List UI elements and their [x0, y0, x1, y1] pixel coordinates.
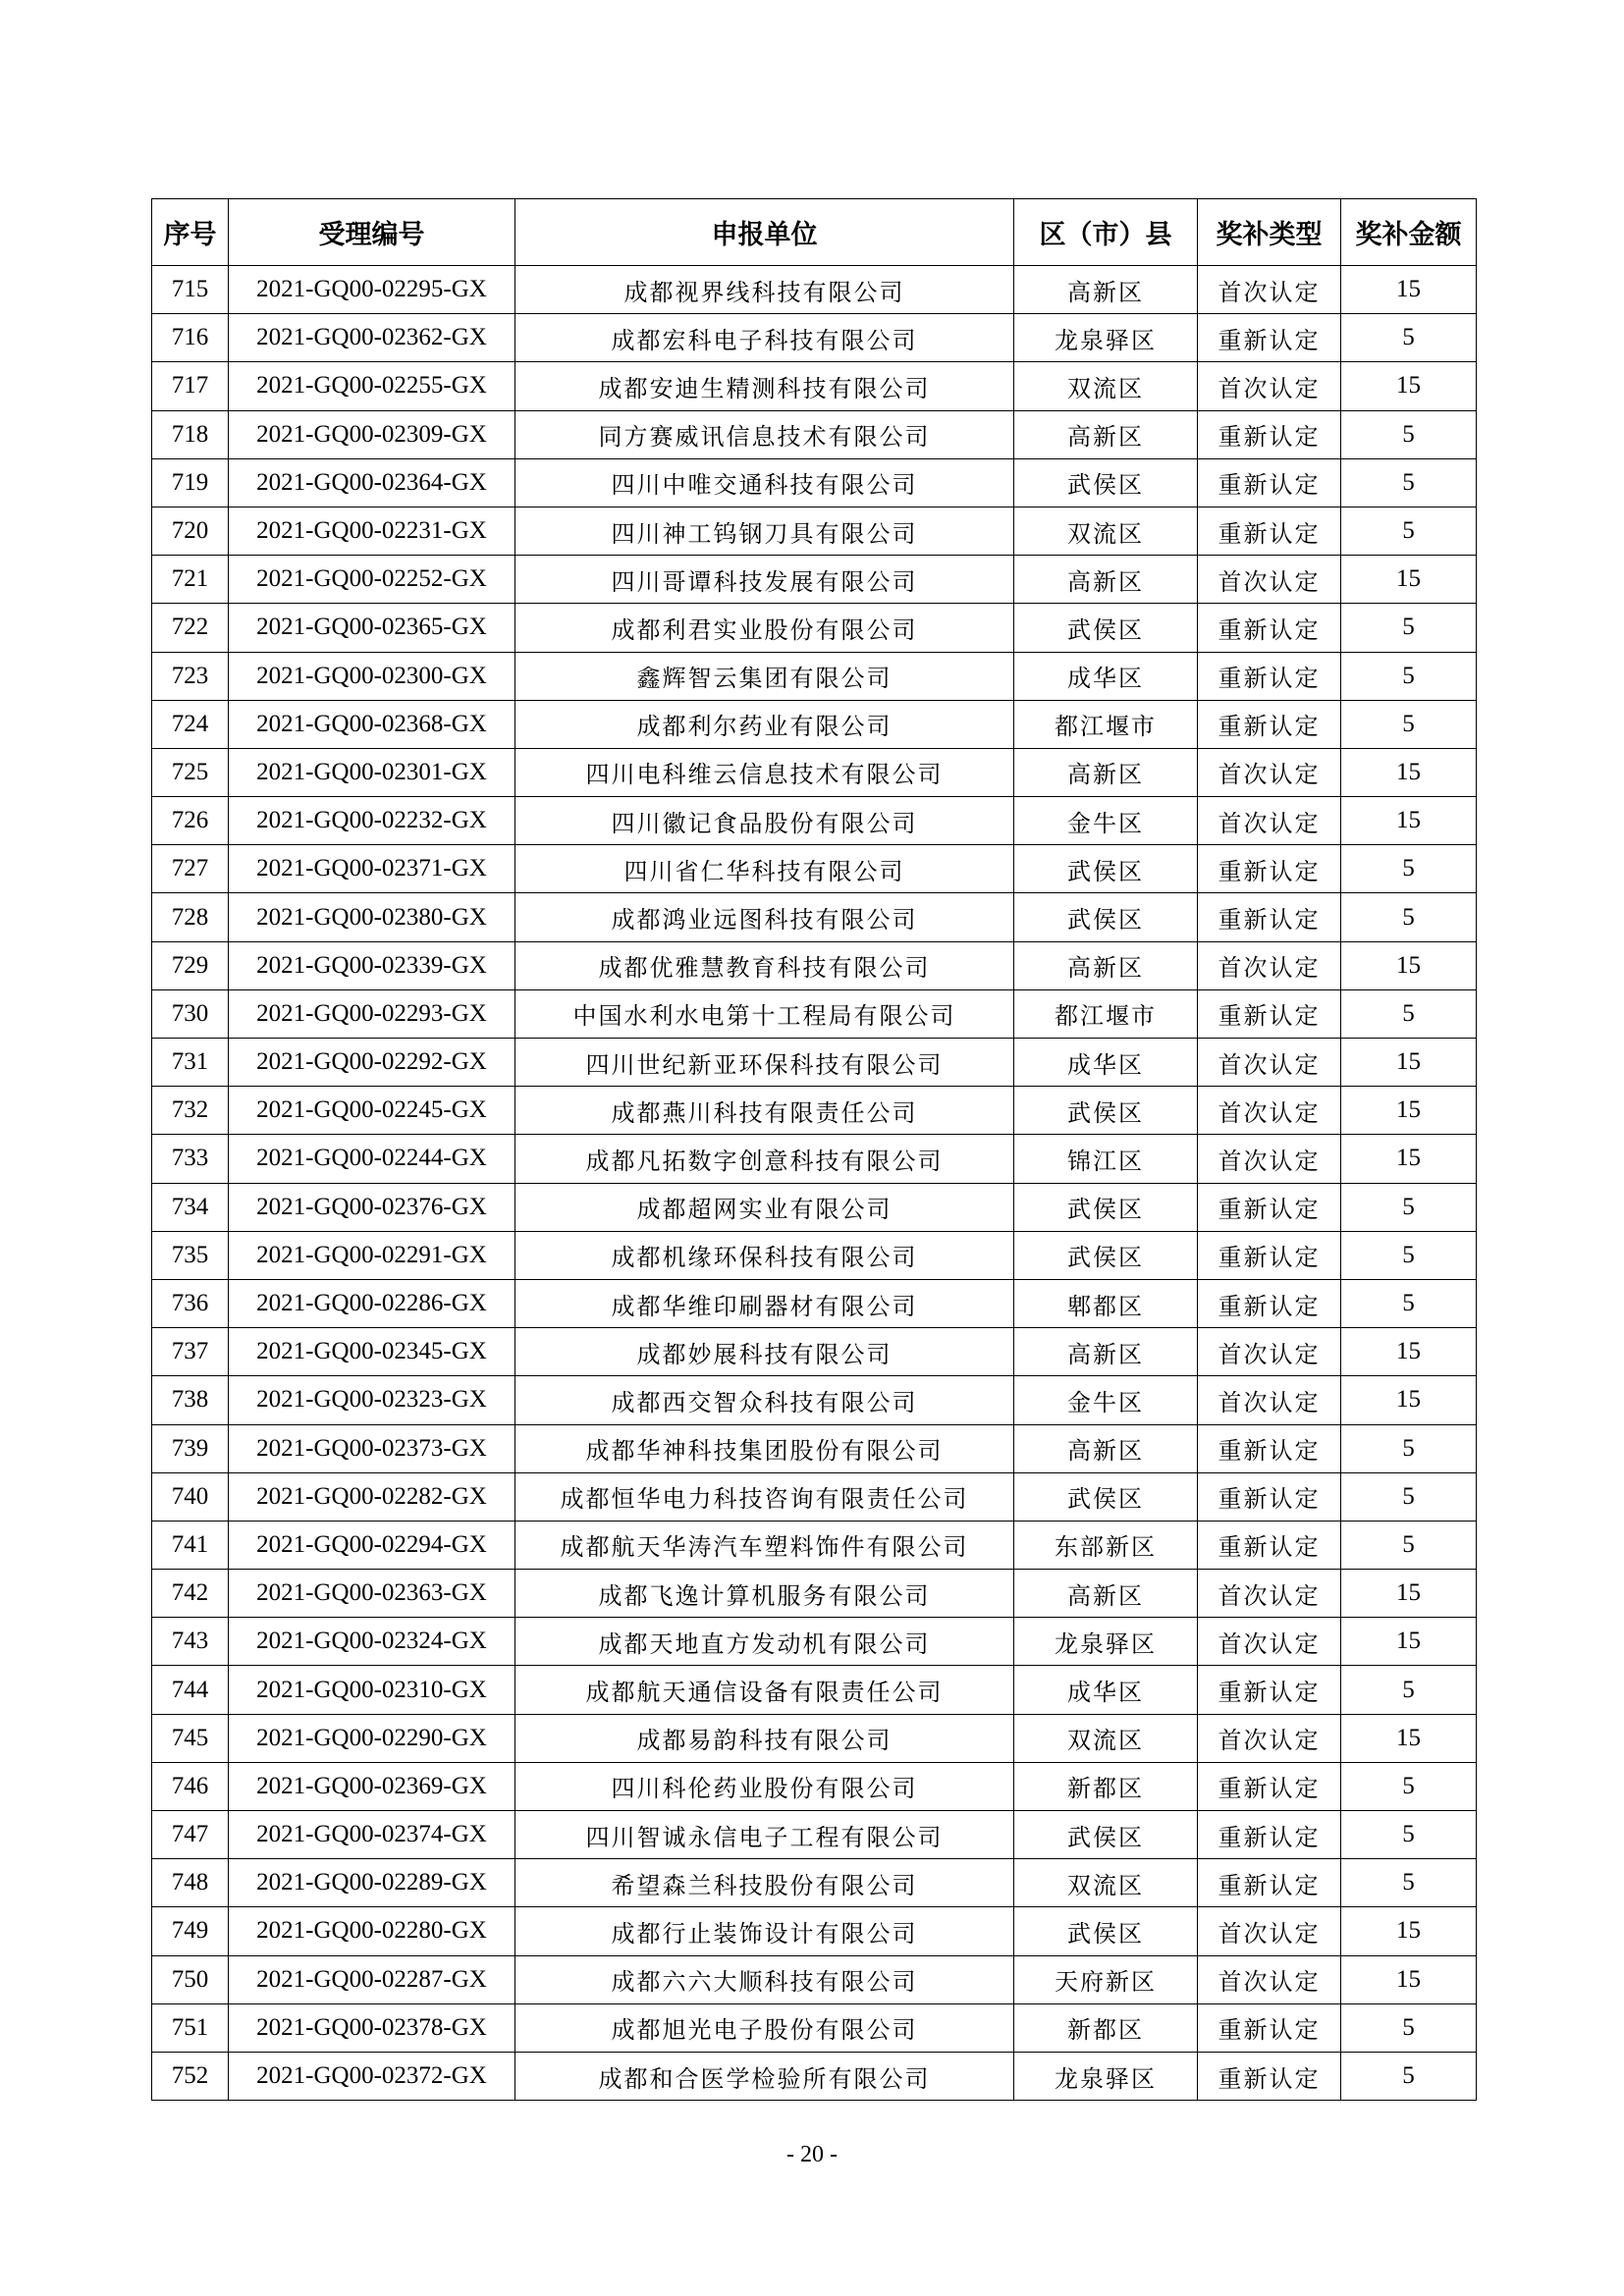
cell-amount: 15: [1341, 1955, 1477, 2003]
table-row: [152, 556, 1477, 604]
cell-amount: 5: [1341, 893, 1477, 941]
cell-amount: 15: [1341, 266, 1477, 314]
table-row: [152, 1859, 1477, 1907]
cell-index: 729: [152, 941, 229, 989]
table-row: [152, 1376, 1477, 1424]
table-row: [152, 1762, 1477, 1810]
cell-index: 716: [152, 314, 229, 362]
cell-type: 重新认定: [1198, 700, 1341, 748]
cell-unit: 四川世纪新亚环保科技有限公司: [515, 1039, 1014, 1087]
cell-district: 武侯区: [1014, 458, 1198, 507]
cell-code: 2021-GQ00-02289-GX: [229, 1859, 515, 1907]
cell-unit: 四川中唯交通科技有限公司: [515, 458, 1014, 507]
page-number: - 20 -: [786, 2142, 838, 2167]
table-row: [152, 652, 1477, 700]
cell-type: 重新认定: [1198, 1231, 1341, 1279]
cell-code: 2021-GQ00-02323-GX: [229, 1376, 515, 1424]
cell-type: 首次认定: [1198, 1039, 1341, 1087]
table-row: [152, 1135, 1477, 1183]
table-row: [152, 362, 1477, 410]
cell-amount: 15: [1341, 1039, 1477, 1087]
cell-amount: 15: [1341, 941, 1477, 989]
cell-unit: 成都和合医学检验所有限公司: [515, 2052, 1014, 2100]
cell-unit: 成都妙展科技有限公司: [515, 1328, 1014, 1376]
cell-district: 新都区: [1014, 2003, 1198, 2052]
cell-district: 新都区: [1014, 1762, 1198, 1810]
cell-code: 2021-GQ00-02372-GX: [229, 2052, 515, 2100]
cell-code: 2021-GQ00-02291-GX: [229, 1231, 515, 1279]
header-type: 奖补类型: [1198, 199, 1341, 266]
cell-type: 重新认定: [1198, 2003, 1341, 2052]
cell-amount: 5: [1341, 314, 1477, 362]
cell-unit: 成都飞逸计算机服务有限公司: [515, 1570, 1014, 1618]
cell-type: 首次认定: [1198, 1618, 1341, 1666]
cell-index: 738: [152, 1376, 229, 1424]
cell-district: 双流区: [1014, 507, 1198, 555]
cell-unit: 成都恒华电力科技咨询有限责任公司: [515, 1472, 1014, 1521]
cell-unit: 成都易韵科技有限公司: [515, 1714, 1014, 1762]
cell-unit: 四川省仁华科技有限公司: [515, 845, 1014, 893]
table-row: [152, 1570, 1477, 1618]
cell-unit: 成都机缘环保科技有限公司: [515, 1231, 1014, 1279]
cell-index: 739: [152, 1424, 229, 1472]
cell-type: 重新认定: [1198, 1183, 1341, 1231]
cell-type: 重新认定: [1198, 1762, 1341, 1810]
cell-amount: 15: [1341, 1376, 1477, 1424]
cell-type: 首次认定: [1198, 266, 1341, 314]
cell-amount: 15: [1341, 1618, 1477, 1666]
table-row: [152, 1087, 1477, 1135]
cell-code: 2021-GQ00-02339-GX: [229, 941, 515, 989]
cell-unit: 成都燕川科技有限责任公司: [515, 1087, 1014, 1135]
cell-type: 首次认定: [1198, 1714, 1341, 1762]
cell-amount: 15: [1341, 1714, 1477, 1762]
cell-district: 高新区: [1014, 1570, 1198, 1618]
cell-type: 重新认定: [1198, 893, 1341, 941]
cell-district: 锦江区: [1014, 1135, 1198, 1183]
cell-district: 武侯区: [1014, 1472, 1198, 1521]
cell-index: 742: [152, 1570, 229, 1618]
cell-type: 首次认定: [1198, 362, 1341, 410]
cell-code: 2021-GQ00-02255-GX: [229, 362, 515, 410]
table-row: [152, 1811, 1477, 1859]
cell-unit: 中国水利水电第十工程局有限公司: [515, 989, 1014, 1038]
cell-index: 728: [152, 893, 229, 941]
cell-unit: 成都西交智众科技有限公司: [515, 1376, 1014, 1424]
cell-code: 2021-GQ00-02244-GX: [229, 1135, 515, 1183]
cell-code: 2021-GQ00-02363-GX: [229, 1570, 515, 1618]
cell-district: 武侯区: [1014, 604, 1198, 652]
cell-type: 重新认定: [1198, 507, 1341, 555]
table-row: [152, 1231, 1477, 1279]
cell-code: 2021-GQ00-02309-GX: [229, 410, 515, 458]
cell-unit: 四川电科维云信息技术有限公司: [515, 748, 1014, 796]
cell-amount: 5: [1341, 2052, 1477, 2100]
cell-type: 重新认定: [1198, 652, 1341, 700]
cell-amount: 15: [1341, 797, 1477, 845]
cell-district: 武侯区: [1014, 1811, 1198, 1859]
cell-district: 东部新区: [1014, 1521, 1198, 1569]
table-row: [152, 700, 1477, 748]
cell-unit: 成都华维印刷器材有限公司: [515, 1279, 1014, 1327]
cell-code: 2021-GQ00-02295-GX: [229, 266, 515, 314]
header-unit: 申报单位: [515, 199, 1014, 266]
cell-index: 735: [152, 1231, 229, 1279]
cell-district: 双流区: [1014, 362, 1198, 410]
cell-amount: 15: [1341, 1087, 1477, 1135]
cell-type: 重新认定: [1198, 458, 1341, 507]
cell-index: 731: [152, 1039, 229, 1087]
cell-code: 2021-GQ00-02373-GX: [229, 1424, 515, 1472]
table-row: [152, 410, 1477, 458]
cell-unit: 成都优雅慧教育科技有限公司: [515, 941, 1014, 989]
cell-district: 金牛区: [1014, 797, 1198, 845]
cell-district: 武侯区: [1014, 1907, 1198, 1955]
cell-district: 成华区: [1014, 1666, 1198, 1714]
cell-type: 重新认定: [1198, 1666, 1341, 1714]
cell-district: 龙泉驿区: [1014, 1618, 1198, 1666]
cell-index: 715: [152, 266, 229, 314]
cell-amount: 5: [1341, 652, 1477, 700]
cell-index: 718: [152, 410, 229, 458]
cell-unit: 鑫辉智云集团有限公司: [515, 652, 1014, 700]
cell-district: 龙泉驿区: [1014, 2052, 1198, 2100]
cell-type: 首次认定: [1198, 1135, 1341, 1183]
cell-code: 2021-GQ00-02369-GX: [229, 1762, 515, 1810]
cell-code: 2021-GQ00-02378-GX: [229, 2003, 515, 2052]
cell-code: 2021-GQ00-02374-GX: [229, 1811, 515, 1859]
table-header-row: [152, 199, 1477, 266]
cell-type: 首次认定: [1198, 1376, 1341, 1424]
cell-amount: 5: [1341, 410, 1477, 458]
header-code: 受理编号: [229, 199, 515, 266]
cell-unit: 四川徽记食品股份有限公司: [515, 797, 1014, 845]
cell-district: 都江堰市: [1014, 989, 1198, 1038]
table-row: [152, 893, 1477, 941]
cell-district: 高新区: [1014, 556, 1198, 604]
cell-unit: 四川科伦药业股份有限公司: [515, 1762, 1014, 1810]
cell-type: 重新认定: [1198, 989, 1341, 1038]
cell-district: 天府新区: [1014, 1955, 1198, 2003]
cell-code: 2021-GQ00-02282-GX: [229, 1472, 515, 1521]
table-row: [152, 1907, 1477, 1955]
cell-unit: 四川哥谭科技发展有限公司: [515, 556, 1014, 604]
cell-district: 高新区: [1014, 1328, 1198, 1376]
cell-type: 重新认定: [1198, 410, 1341, 458]
table-row: [152, 1183, 1477, 1231]
cell-index: 750: [152, 1955, 229, 2003]
cell-type: 重新认定: [1198, 2052, 1341, 2100]
header-amount: 奖补金额: [1341, 199, 1477, 266]
cell-district: 金牛区: [1014, 1376, 1198, 1424]
cell-code: 2021-GQ00-02232-GX: [229, 797, 515, 845]
cell-index: 745: [152, 1714, 229, 1762]
cell-code: 2021-GQ00-02345-GX: [229, 1328, 515, 1376]
table-row: [152, 1618, 1477, 1666]
cell-index: 720: [152, 507, 229, 555]
cell-unit: 成都利尔药业有限公司: [515, 700, 1014, 748]
table-row: [152, 2052, 1477, 2100]
cell-amount: 5: [1341, 1424, 1477, 1472]
cell-index: 725: [152, 748, 229, 796]
table-row: [152, 1039, 1477, 1087]
cell-code: 2021-GQ00-02365-GX: [229, 604, 515, 652]
cell-district: 郫都区: [1014, 1279, 1198, 1327]
cell-district: 武侯区: [1014, 1087, 1198, 1135]
cell-unit: 成都华神科技集团股份有限公司: [515, 1424, 1014, 1472]
subsidy-table: [151, 198, 1477, 2101]
cell-unit: 成都鸿业远图科技有限公司: [515, 893, 1014, 941]
cell-amount: 5: [1341, 458, 1477, 507]
cell-index: 733: [152, 1135, 229, 1183]
cell-amount: 5: [1341, 604, 1477, 652]
cell-type: 首次认定: [1198, 556, 1341, 604]
cell-amount: 15: [1341, 1135, 1477, 1183]
cell-index: 737: [152, 1328, 229, 1376]
cell-unit: 成都航天通信设备有限责任公司: [515, 1666, 1014, 1714]
cell-unit: 四川神工钨钢刀具有限公司: [515, 507, 1014, 555]
cell-district: 高新区: [1014, 941, 1198, 989]
cell-amount: 15: [1341, 1328, 1477, 1376]
cell-type: 首次认定: [1198, 797, 1341, 845]
cell-amount: 15: [1341, 556, 1477, 604]
cell-type: 重新认定: [1198, 314, 1341, 362]
table-row: [152, 314, 1477, 362]
cell-code: 2021-GQ00-02287-GX: [229, 1955, 515, 2003]
cell-amount: 15: [1341, 1907, 1477, 1955]
cell-type: 首次认定: [1198, 748, 1341, 796]
cell-code: 2021-GQ00-02300-GX: [229, 652, 515, 700]
cell-amount: 5: [1341, 700, 1477, 748]
cell-type: 首次认定: [1198, 941, 1341, 989]
table-row: [152, 1472, 1477, 1521]
cell-index: 721: [152, 556, 229, 604]
cell-code: 2021-GQ00-02280-GX: [229, 1907, 515, 1955]
cell-unit: 成都视界线科技有限公司: [515, 266, 1014, 314]
cell-unit: 成都安迪生精测科技有限公司: [515, 362, 1014, 410]
table-row: [152, 1666, 1477, 1714]
cell-type: 重新认定: [1198, 1811, 1341, 1859]
cell-amount: 5: [1341, 1811, 1477, 1859]
cell-index: 749: [152, 1907, 229, 1955]
cell-index: 752: [152, 2052, 229, 2100]
cell-code: 2021-GQ00-02294-GX: [229, 1521, 515, 1569]
table-row: [152, 989, 1477, 1038]
cell-district: 双流区: [1014, 1859, 1198, 1907]
cell-amount: 5: [1341, 1762, 1477, 1810]
cell-unit: 希望森兰科技股份有限公司: [515, 1859, 1014, 1907]
cell-amount: 5: [1341, 989, 1477, 1038]
cell-unit: 成都凡拓数字创意科技有限公司: [515, 1135, 1014, 1183]
header-index: 序号: [152, 199, 229, 266]
cell-district: 武侯区: [1014, 1183, 1198, 1231]
table-row: [152, 1424, 1477, 1472]
cell-code: 2021-GQ00-02290-GX: [229, 1714, 515, 1762]
cell-district: 成华区: [1014, 652, 1198, 700]
cell-code: 2021-GQ00-02252-GX: [229, 556, 515, 604]
table-row: [152, 1279, 1477, 1327]
cell-district: 龙泉驿区: [1014, 314, 1198, 362]
cell-type: 重新认定: [1198, 1521, 1341, 1569]
cell-index: 746: [152, 1762, 229, 1810]
cell-amount: 5: [1341, 507, 1477, 555]
cell-amount: 5: [1341, 2003, 1477, 2052]
cell-index: 732: [152, 1087, 229, 1135]
table-row: [152, 458, 1477, 507]
cell-type: 重新认定: [1198, 604, 1341, 652]
cell-index: 744: [152, 1666, 229, 1714]
cell-amount: 15: [1341, 362, 1477, 410]
table-row: [152, 1714, 1477, 1762]
cell-district: 高新区: [1014, 266, 1198, 314]
cell-district: 高新区: [1014, 410, 1198, 458]
cell-code: 2021-GQ00-02245-GX: [229, 1087, 515, 1135]
cell-type: 首次认定: [1198, 1087, 1341, 1135]
cell-district: 武侯区: [1014, 845, 1198, 893]
cell-code: 2021-GQ00-02286-GX: [229, 1279, 515, 1327]
table-row: [152, 1955, 1477, 2003]
cell-index: 747: [152, 1811, 229, 1859]
cell-index: 727: [152, 845, 229, 893]
table-row: [152, 1521, 1477, 1569]
cell-type: 重新认定: [1198, 1859, 1341, 1907]
table-row: [152, 748, 1477, 796]
cell-index: 743: [152, 1618, 229, 1666]
cell-amount: 5: [1341, 1521, 1477, 1569]
cell-type: 首次认定: [1198, 1907, 1341, 1955]
cell-index: 726: [152, 797, 229, 845]
cell-unit: 成都宏科电子科技有限公司: [515, 314, 1014, 362]
cell-type: 重新认定: [1198, 845, 1341, 893]
cell-amount: 5: [1341, 1231, 1477, 1279]
cell-amount: 5: [1341, 1183, 1477, 1231]
cell-district: 高新区: [1014, 748, 1198, 796]
table-row: [152, 507, 1477, 555]
cell-index: 734: [152, 1183, 229, 1231]
cell-code: 2021-GQ00-02380-GX: [229, 893, 515, 941]
cell-unit: 同方赛威讯信息技术有限公司: [515, 410, 1014, 458]
cell-type: 重新认定: [1198, 1424, 1341, 1472]
table-row: [152, 941, 1477, 989]
table-row: [152, 604, 1477, 652]
table-row: [152, 1328, 1477, 1376]
cell-unit: 四川智诚永信电子工程有限公司: [515, 1811, 1014, 1859]
table-row: [152, 266, 1477, 314]
table-body: [152, 266, 1477, 2101]
cell-amount: 5: [1341, 1666, 1477, 1714]
cell-index: 724: [152, 700, 229, 748]
cell-district: 都江堰市: [1014, 700, 1198, 748]
cell-index: 717: [152, 362, 229, 410]
cell-index: 722: [152, 604, 229, 652]
cell-index: 736: [152, 1279, 229, 1327]
header-district: 区（市）县: [1014, 199, 1198, 266]
cell-unit: 成都航天华涛汽车塑料饰件有限公司: [515, 1521, 1014, 1569]
cell-code: 2021-GQ00-02376-GX: [229, 1183, 515, 1231]
table-row: [152, 2003, 1477, 2052]
cell-type: 首次认定: [1198, 1955, 1341, 2003]
cell-district: 武侯区: [1014, 893, 1198, 941]
cell-index: 730: [152, 989, 229, 1038]
cell-amount: 5: [1341, 845, 1477, 893]
cell-code: 2021-GQ00-02292-GX: [229, 1039, 515, 1087]
cell-unit: 成都行止装饰设计有限公司: [515, 1907, 1014, 1955]
cell-district: 成华区: [1014, 1039, 1198, 1087]
cell-code: 2021-GQ00-02362-GX: [229, 314, 515, 362]
cell-district: 高新区: [1014, 1424, 1198, 1472]
cell-amount: 5: [1341, 1859, 1477, 1907]
cell-code: 2021-GQ00-02310-GX: [229, 1666, 515, 1714]
cell-unit: 成都超网实业有限公司: [515, 1183, 1014, 1231]
cell-index: 751: [152, 2003, 229, 2052]
cell-amount: 5: [1341, 1279, 1477, 1327]
table-row: [152, 845, 1477, 893]
cell-type: 首次认定: [1198, 1570, 1341, 1618]
cell-code: 2021-GQ00-02371-GX: [229, 845, 515, 893]
cell-unit: 成都旭光电子股份有限公司: [515, 2003, 1014, 2052]
table-row: [152, 797, 1477, 845]
cell-index: 723: [152, 652, 229, 700]
cell-code: 2021-GQ00-02368-GX: [229, 700, 515, 748]
cell-index: 748: [152, 1859, 229, 1907]
cell-type: 首次认定: [1198, 1328, 1341, 1376]
cell-type: 重新认定: [1198, 1472, 1341, 1521]
cell-district: 武侯区: [1014, 1231, 1198, 1279]
cell-code: 2021-GQ00-02364-GX: [229, 458, 515, 507]
cell-amount: 15: [1341, 1570, 1477, 1618]
cell-index: 741: [152, 1521, 229, 1569]
cell-index: 719: [152, 458, 229, 507]
cell-code: 2021-GQ00-02301-GX: [229, 748, 515, 796]
cell-unit: 成都利君实业股份有限公司: [515, 604, 1014, 652]
cell-unit: 成都天地直方发动机有限公司: [515, 1618, 1014, 1666]
cell-code: 2021-GQ00-02324-GX: [229, 1618, 515, 1666]
cell-index: 740: [152, 1472, 229, 1521]
cell-district: 双流区: [1014, 1714, 1198, 1762]
cell-amount: 15: [1341, 748, 1477, 796]
cell-amount: 5: [1341, 1472, 1477, 1521]
cell-unit: 成都六六大顺科技有限公司: [515, 1955, 1014, 2003]
cell-code: 2021-GQ00-02231-GX: [229, 507, 515, 555]
cell-type: 重新认定: [1198, 1279, 1341, 1327]
cell-code: 2021-GQ00-02293-GX: [229, 989, 515, 1038]
